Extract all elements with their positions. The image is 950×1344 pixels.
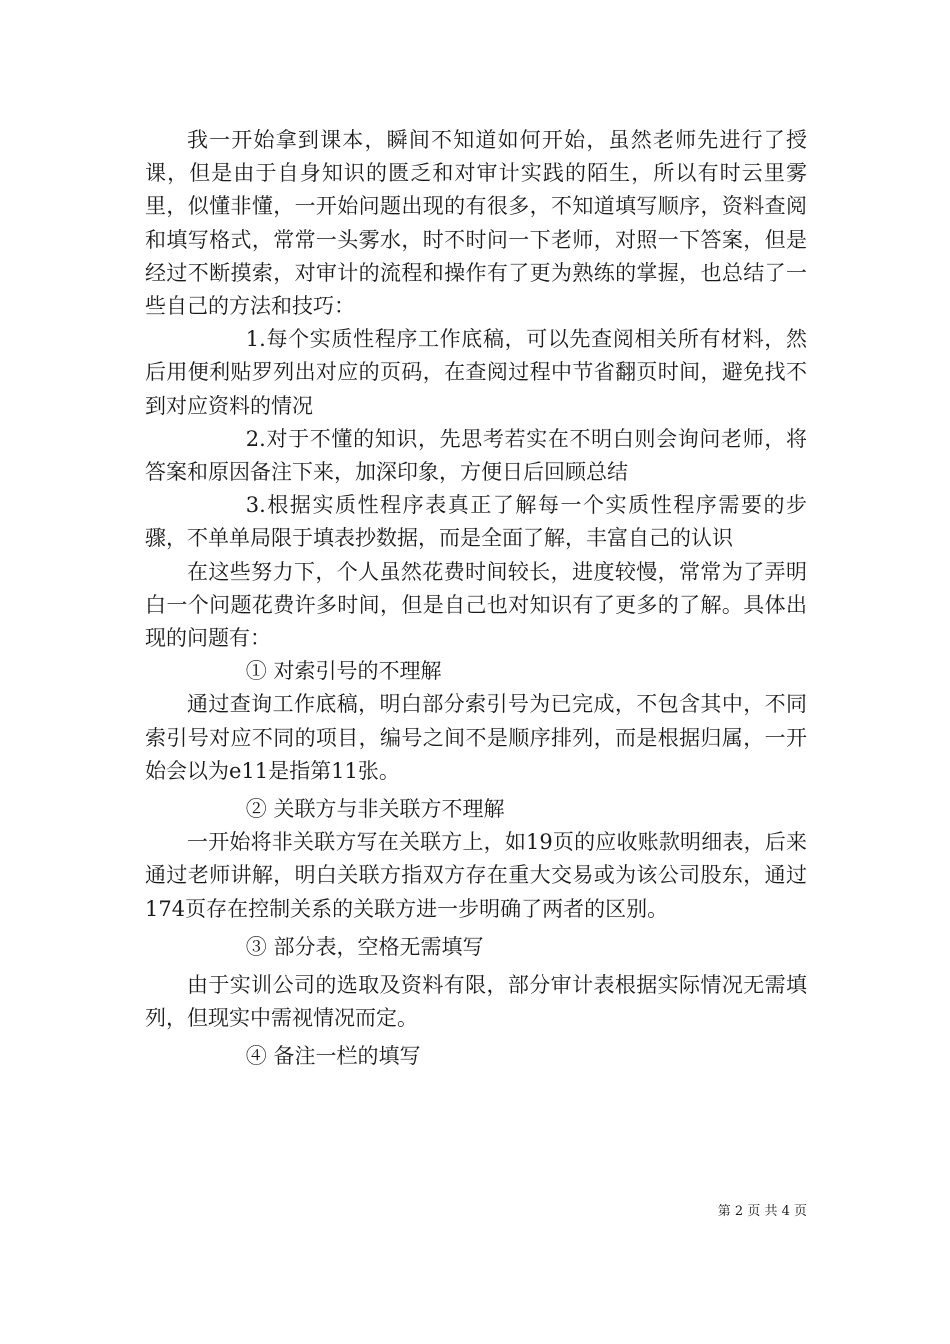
paragraph-problem-3: 由于实训公司的选取及资料有限，部分审计表根据实际情况无需填列，但现实中需视情况而定。 (145, 973, 807, 1031)
page-number-footer: 第 2 页 共 4 页 (717, 1204, 807, 1219)
heading-problem-2: ② 关联方与非关联方不理解 (245, 797, 505, 822)
heading-problem-1: ① 对索引号的不理解 (245, 659, 442, 684)
paragraph-tip-3: 3.根据实质性程序表真正了解每一个实质性程序需要的步骤，不单单局限于填表抄数据，而是全面了解，丰富自己的认识 (145, 493, 807, 551)
paragraph-problem-2: 一开始将非关联方写在关联方上，如19页的应收账款明细表，后来通过老师讲解，明白关联方指双方存在重大交易或为该公司股东，通过174页存在控制关系的关联方进一步明确了两者的区别。 (145, 830, 807, 921)
paragraph-tip-1: 1.每个实质性程序工作底稿，可以先查阅相关所有材料，然后用便利贴罗列出对应的页码，在查阅过程中节省翻页时间，避免找不到对应资料的情况 (145, 327, 807, 418)
paragraph-intro: 我一开始拿到课本，瞬间不知道如何开始，虽然老师先进行了授课，但是由于自身知识的匮乏和对审计实践的陌生，所以有时云里雾里，似懂非懂，一开始问题出现的有很多，不知道填写顺序，资料查阅和填写格式，常常一头雾水，时不时问一下老师，对照一下答案，但是经过不断摸索，对审计的流程和操作有了更为熟练的掌握，也总结了一些自己的方法和技巧： (145, 128, 807, 319)
heading-problem-3: ③ 部分表，空格无需填写 (245, 934, 484, 959)
paragraph-tip-2: 2.对于不懂的知识，先思考若实在不明白则会询问老师，将答案和原因备注下来，加深印象，方便日后回顾总结 (145, 426, 807, 485)
heading-problem-4: ④ 备注一栏的填写 (245, 1044, 421, 1069)
paragraph-effort: 在这些努力下，个人虽然花费时间较长，进度较慢，常常为了弄明白一个问题花费许多时间，但是自己也对知识有了更多的了解。具体出现的问题有： (145, 559, 807, 651)
paragraph-problem-1: 通过查询工作底稿，明白部分索引号为已完成，不包含其中，不同索引号对应不同的项目，编号之间不是顺序排列，而是根据归属，一开始会以为e11是指第11张。 (145, 692, 807, 783)
document-body (145, 124, 807, 1074)
